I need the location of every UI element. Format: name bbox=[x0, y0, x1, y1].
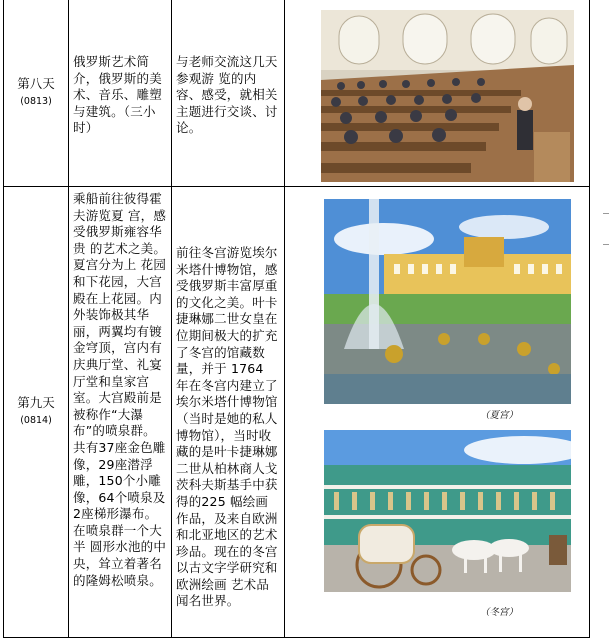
page-edge-mark bbox=[603, 213, 609, 214]
day-date: (0813) bbox=[20, 95, 52, 107]
summer-palace-photo bbox=[324, 199, 571, 404]
day-date: (0814) bbox=[20, 415, 52, 426]
lecture-hall-photo bbox=[321, 10, 574, 182]
day-label: 第八天 bbox=[17, 75, 55, 91]
lecture-hall-image bbox=[321, 10, 574, 182]
day-label: 第九天 bbox=[17, 395, 55, 410]
day-cell bbox=[4, 187, 69, 638]
summer-palace-caption: （夏宫） bbox=[480, 410, 519, 421]
winter-palace-image bbox=[324, 430, 571, 592]
page-edge-mark bbox=[603, 244, 609, 245]
summer-palace-image bbox=[324, 199, 571, 404]
day-cell bbox=[4, 0, 69, 187]
winter-palace-caption: （冬宫） bbox=[480, 607, 519, 618]
winter-palace-photo bbox=[324, 430, 571, 592]
exchange-cell: 前往冬宫游览埃尔米塔什博物馆，感受俄罗斯丰富厚重的文化之美。叶卡捷琳娜二世女皇在位期间极大的扩充了冬宫的馆藏数量，并于 1764 年在冬宫内建立了埃尔米塔什博物馆（当时是她的私人博物馆），当时收藏的是叶卡捷琳娜二世从柏林商人戈茨科夫斯基手中获得的225 幅绘画作品，及来自欧洲和北亚地区的艺术珍品。现在的冬宫以古文字学研究和欧洲绘画 艺术品闻名世界。 bbox=[172, 187, 285, 638]
activity-cell: 俄罗斯艺术简介，俄罗斯的美术、音乐、雕塑与建筑。（三小时） bbox=[69, 0, 172, 187]
activity-cell: 乘船前往彼得霍夫游览夏 宫，感受俄罗斯雍容华贵 的艺术之美。 夏宫分为上 花园和下花园，大宫殿在上花园。内外装饰极其华 丽，两翼均有镀金穹顶，宫内有庆典厅堂、礼宴厅堂和皇家宫室。大宫殿前是被称作“大瀑布”的喷泉群。共有37座金色雕像，29座潜浮雕，150个小雕像，64个喷泉及2座梯形瀑布。在喷泉群一个大半 圆形水池的中央，耸立着著名的隆姆松喷泉。 bbox=[69, 187, 172, 638]
exchange-cell: 与老师交流这几天参观游 览的内容、感受，就相关 主题进行交谈、讨论。 bbox=[172, 0, 285, 187]
